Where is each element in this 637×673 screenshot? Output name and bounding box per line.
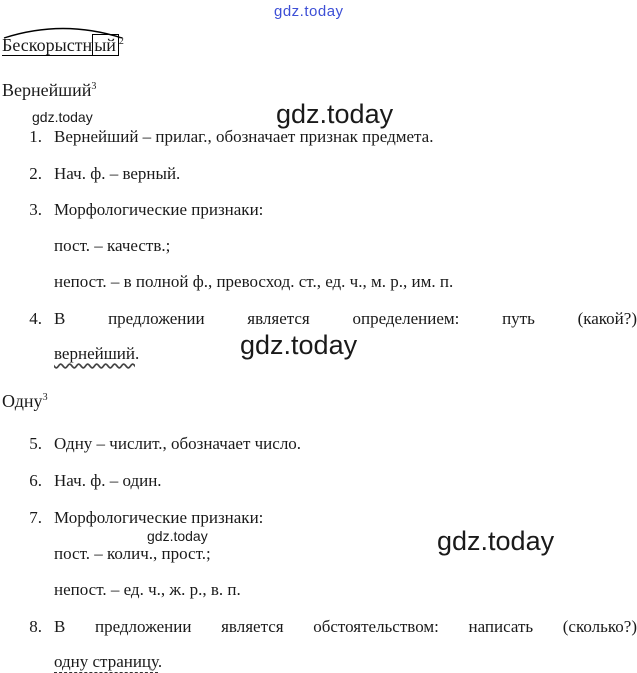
item4-line [54, 309, 637, 329]
item6-num: 6. [29, 471, 42, 490]
item2-num: 2. [29, 164, 42, 183]
section1-heading-text: Вернейший [2, 80, 92, 100]
title-word-stem: Бескорыстн [2, 35, 93, 55]
section1-const-line: пост. – качеств.; [54, 236, 171, 255]
watermark-big-1: gdz.today [276, 99, 394, 129]
item8-continuation [54, 652, 162, 672]
item3-num: 3. [29, 200, 42, 219]
item5-text: Одну – числит., обозначает число. [54, 434, 302, 453]
item1-num: 1. [29, 127, 42, 146]
item4-word: (какой?) [577, 309, 637, 328]
section1-nonconst-line: непост. – в полной ф., превосход. ст., ед. ч., м. р., им. п. [54, 272, 454, 291]
item8-word: написать [468, 617, 534, 636]
section2-nonconst-line: непост. – ед. ч., ж. р., в. п. [54, 580, 241, 599]
section2-const-line: пост. – колич., прост.; [54, 544, 211, 563]
item4-word: предложении [108, 309, 205, 328]
item8-word: является [221, 617, 284, 636]
watermark-top: gdz.today [274, 3, 344, 20]
item8-word: предложении [94, 617, 192, 636]
item3-text: Морфологические признаки: [54, 200, 264, 219]
section2-footnote: 3 [42, 392, 48, 403]
item1-text: Вернейший – прилаг., обозначает признак предмета. [54, 127, 434, 146]
item7-num: 7. [29, 508, 42, 527]
item7-text: Морфологические признаки: [54, 508, 264, 527]
item8-word: В [54, 617, 66, 636]
watermark-small-1: gdz.today [32, 109, 93, 125]
item4-word: определением: [352, 309, 460, 328]
item4-tail: . [135, 344, 140, 363]
item8-underlined-phrase: одну страницу [54, 652, 158, 671]
section1-heading [2, 80, 96, 101]
item8-num: 8. [29, 617, 42, 636]
item4-continuation [54, 344, 139, 364]
section1-footnote: 3 [91, 81, 97, 92]
item8-word: (сколько?) [562, 617, 637, 636]
item4-word: путь [502, 309, 535, 328]
item4-num: 4. [29, 309, 42, 328]
watermark-big-2: gdz.today [240, 330, 358, 360]
item8-word: обстоятельством: [313, 617, 439, 636]
item8-tail: . [157, 652, 163, 671]
item2-text: Нач. ф. – верный. [54, 164, 181, 183]
item6-text: Нач. ф. – один. [54, 471, 162, 490]
item5-num: 5. [29, 434, 42, 453]
item4-underlined-word: вернейший [54, 344, 135, 363]
watermark-big-3: gdz.today [437, 526, 555, 556]
section2-heading [2, 391, 48, 412]
title-word [2, 35, 124, 56]
item8-line [54, 617, 637, 637]
section2-heading-text: Одну [2, 391, 43, 411]
item4-word: является [247, 309, 310, 328]
title-footnote: 2 [118, 36, 124, 47]
title-word-ending: ый [92, 34, 119, 56]
watermark-small-2: gdz.today [147, 528, 208, 544]
item4-word: В [54, 309, 66, 328]
